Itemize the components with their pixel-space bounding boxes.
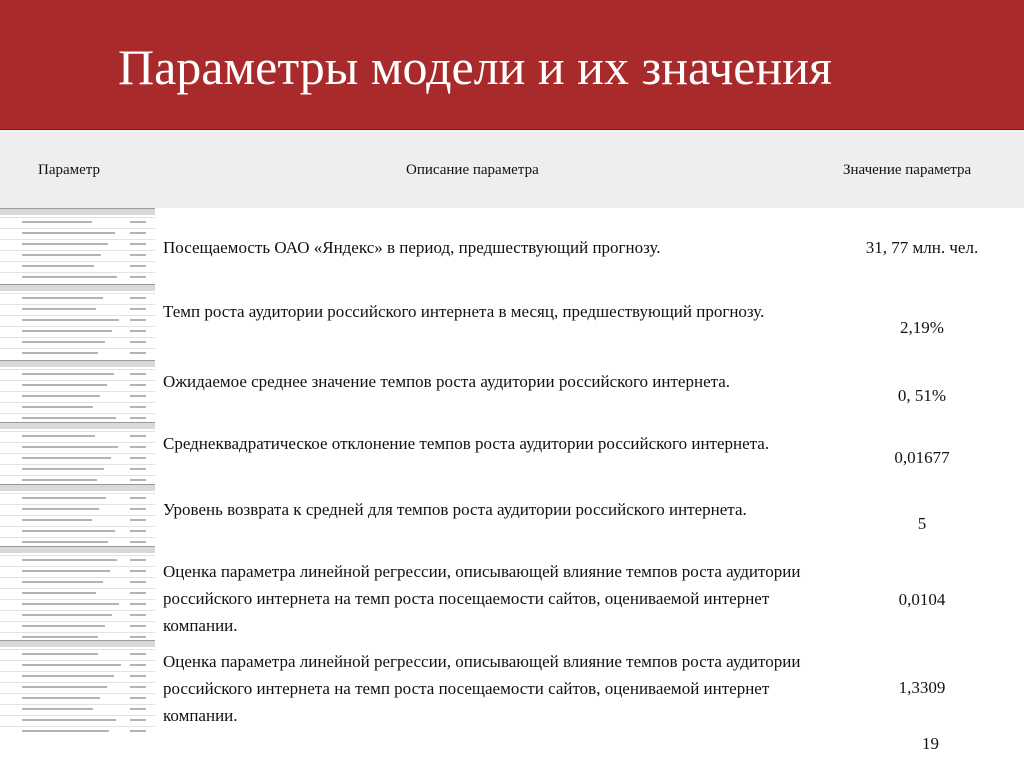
title-banner	[0, 0, 1024, 130]
table-header-row	[0, 130, 1024, 208]
row-description: Посещаемость ОАО «Яндекс» в период, предшествующий прогнозу.	[163, 238, 661, 257]
table-thumbnail	[0, 360, 155, 422]
column-header-value: Значение параметра	[843, 162, 972, 178]
table-row	[155, 640, 1024, 734]
row-description: Оценка параметра линейной регрессии, описывающей влияние темпов роста аудитории российского интернета на темп роста посещаемости сайтов, оцениваемой интернет компании.	[163, 562, 801, 635]
row-value: 31, 77 млн. чел.	[865, 238, 979, 257]
page-number: 19	[922, 734, 939, 753]
row-description: Ожидаемое среднее значение темпов роста аудитории российского интернета.	[163, 372, 731, 391]
row-value: 0, 51%	[897, 386, 947, 405]
table-row	[155, 284, 1024, 360]
table-row	[155, 422, 1024, 484]
table-row	[155, 484, 1024, 546]
table-thumbnail	[0, 284, 155, 360]
table-row	[155, 208, 1024, 284]
row-description: Среднеквадратическое отклонение темпов роста аудитории российского интернета.	[163, 434, 770, 453]
table-thumbnail	[0, 546, 155, 640]
row-value: 0,0104	[898, 590, 946, 609]
row-description: Оценка параметра линейной регрессии, описывающей влияние темпов роста аудитории российского интернета на темп роста посещаемости сайтов, оцениваемой интернет компании.	[163, 652, 801, 725]
table-thumbnail	[0, 484, 155, 546]
row-value: 2,19%	[900, 318, 944, 337]
slide-title: Параметры модели и их значения	[118, 39, 832, 95]
table-row	[155, 360, 1024, 422]
column-header-description: Описание параметра	[406, 162, 539, 178]
row-description: Темп роста аудитории российского интернета в месяц, предшествующий прогнозу.	[163, 302, 765, 321]
row-value: 1,3309	[898, 678, 946, 697]
row-value: 5	[917, 514, 927, 533]
row-value: 0,01677	[894, 448, 950, 467]
table-thumbnail	[0, 640, 155, 734]
table-thumbnail	[0, 422, 155, 484]
table-thumbnail	[0, 208, 155, 284]
row-description: Уровень возврата к средней для темпов роста аудитории российского интернета.	[163, 500, 747, 519]
column-header-param: Параметр	[38, 162, 101, 178]
parameter-table-thumbnails	[0, 208, 155, 734]
table-row	[155, 546, 1024, 640]
